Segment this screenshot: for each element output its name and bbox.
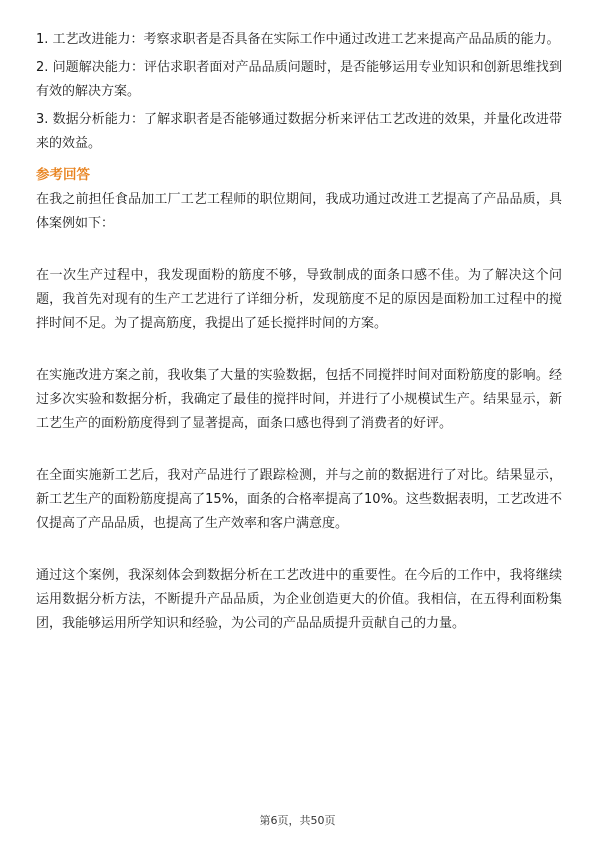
answer-paragraph: 通过这个案例，我深刻体会到数据分析在工艺改进中的重要性。在今后的工作中，我将继续运用数据分析方法，不断提升产品品质，为企业创造更大的价值。我相信，在五得利面粉集团，我能够运用所学知识和经验，为公司的产品品质提升贡献自己的力量。 (36, 568, 562, 631)
answer-paragraph: 在实施改进方案之前，我收集了大量的实验数据，包括不同搅拌时间对面粉筋度的影响。经过多次实验和数据分析，我确定了最佳的搅拌时间，并进行了小规模试生产。结果显示，新工艺生产的面粉筋度得到了显著提高，面条口感也得到了消费者的好评。 (36, 368, 562, 431)
answer-paragraph: 在一次生产过程中，我发现面粉的筋度不够，导致制成的面条口感不佳。为了解决这个问题，我首先对现有的生产工艺进行了详细分析，发现筋度不足的原因是面粉加工过程中的搅拌时间不足。为了提高筋度，我提出了延长搅拌时间的方案。 (36, 268, 562, 331)
document-body (36, 28, 562, 636)
criterion-item: 2. 问题解决能力：评估求职者面对产品品质问题时，是否能够运用专业知识和创新思维找到有效的解决方案。 (36, 60, 562, 99)
criterion-item: 1. 工艺改进能力：考察求职者是否具备在实际工作中通过改进工艺来提高产品品质的能力。 (36, 32, 560, 47)
criterion-item: 3. 数据分析能力：了解求职者是否能够通过数据分析来评估工艺改进的效果，并量化改进带来的效益。 (36, 112, 562, 151)
answer-paragraph: 在全面实施新工艺后，我对产品进行了跟踪检测，并与之前的数据进行了对比。结果显示，新工艺生产的面粉筋度提高了15%，面条的合格率提高了10%。这些数据表明，工艺改进不仅提高了产品品质，也提高了生产效率和客户满意度。 (36, 468, 562, 531)
page-number: 第6页，共50页 (259, 814, 336, 827)
section-title-reference-answer: 参考回答 (36, 167, 90, 183)
answer-paragraph: 在我之前担任食品加工厂工艺工程师的职位期间，我成功通过改进工艺提高了产品品质，具体案例如下： (36, 192, 562, 231)
